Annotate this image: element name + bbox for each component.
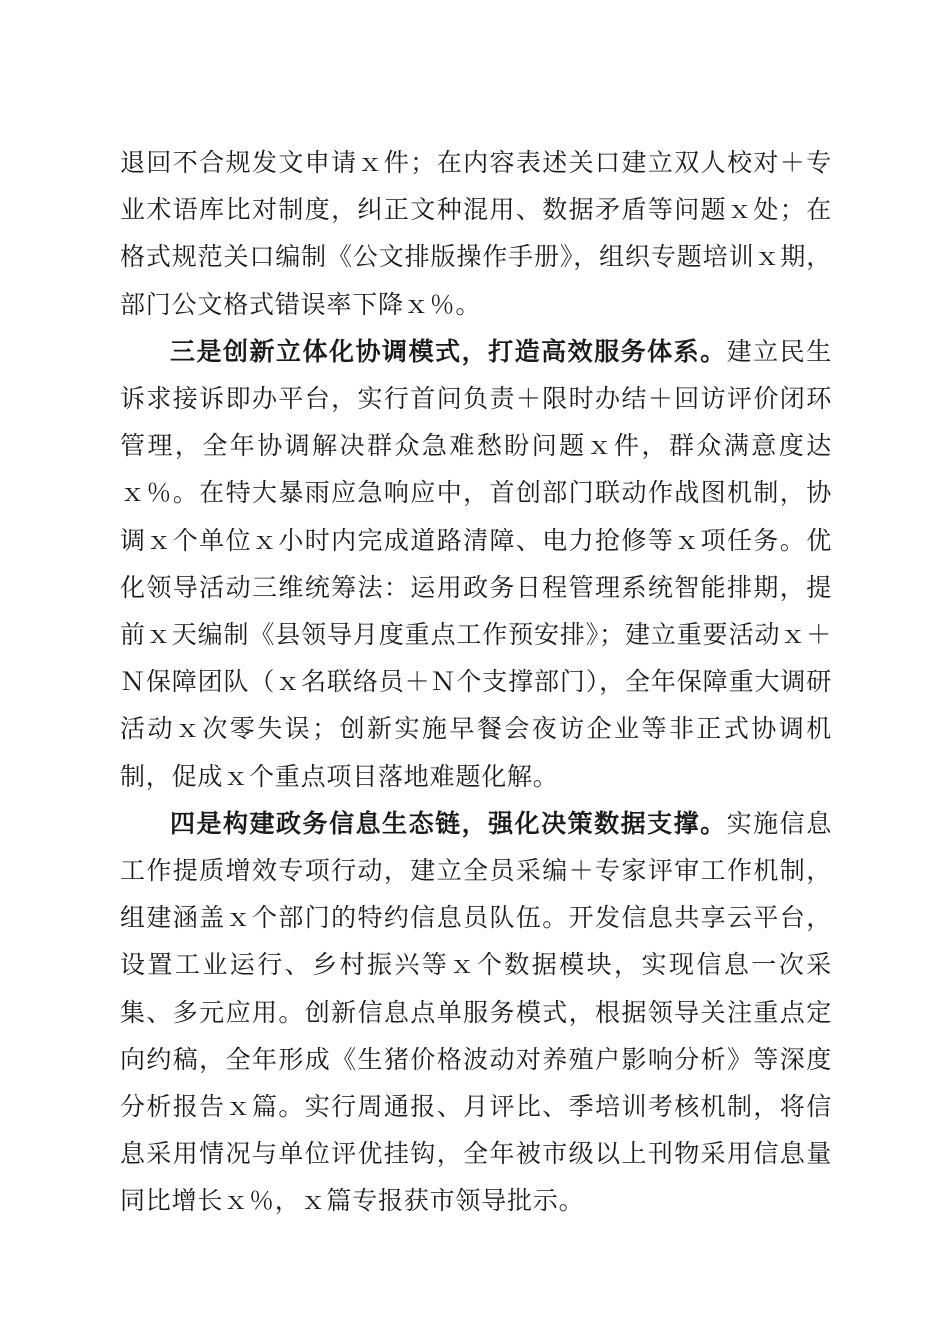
paragraph-continuation	[120, 139, 832, 328]
paragraph-heading: 三是创新立体化协调模式，打造高效服务体系。	[170, 336, 727, 366]
paragraph-body: 建立民生诉求接诉即办平台，实行首问负责＋限时办结＋回访评价闭环管理，全年协调解决群众急难愁盼问题ｘ件，群众满意度达ｘ％。在特大暴雨应急响应中，首创部门联动作战图机制，协调ｘ个单位ｘ小时内完成道路清障、电力抢修等ｘ项任务。优化领导活动三维统筹法：运用政务日程管理系统智能排期，提前ｘ天编制《县领导月度重点工作预安排》；建立重要活动ｘ＋Ｎ保障团队（ｘ名联络员＋Ｎ个支撑部门），全年保障重大调研活动ｘ次零失误；创新实施早餐会夜访企业等非正式协调机制，促成ｘ个重点项目落地难题化解。	[120, 336, 832, 791]
paragraph-body: 实施信息工作提质增效专项行动，建立全员采编＋专家评审工作机制，组建涵盖ｘ个部门的特约信息员队伍。开发信息共享云平台，设置工业运行、乡村振兴等ｘ个数据模块，实现信息一次采集、多元应用。创新信息点单服务模式，根据领导关注重点定向约稿，全年形成《生猪价格波动对养殖户影响分析》等深度分析报告ｘ篇。实行周通报、月评比、季培训考核机制，将信息采用情况与单位评优挂钩，全年被市级以上刊物采用信息量同比增长ｘ％，ｘ篇专报获市领导批示。	[120, 808, 832, 1216]
paragraph-heading: 四是构建政务信息生态链，强化决策数据支撑。	[170, 808, 727, 838]
paragraph-information	[120, 800, 832, 1225]
document-body	[120, 139, 832, 1225]
paragraph-body: 退回不合规发文申请ｘ件；在内容表述关口建立双人校对＋专业术语库比对制度，纠正文种混用、数据矛盾等问题ｘ处；在格式规范关口编制《公文排版操作手册》，组织专题培训ｘ期，部门公文格式错误率下降ｘ％。	[120, 148, 832, 319]
paragraph-coordination	[120, 328, 832, 800]
